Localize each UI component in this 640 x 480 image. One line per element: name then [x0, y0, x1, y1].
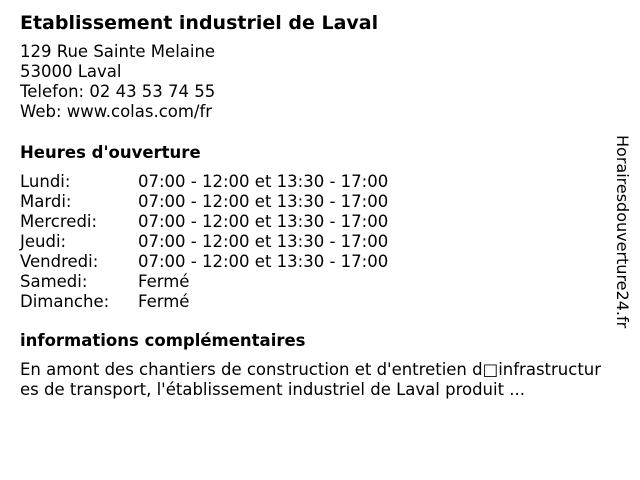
day-hours: 07:00 - 12:00 et 13:30 - 17:00: [138, 192, 389, 211]
phone-number: Telefon: 02 43 53 74 55: [20, 82, 216, 101]
address-block: [20, 42, 600, 122]
hours-row-sunday: [20, 292, 600, 312]
day-label: Dimanche:: [20, 292, 110, 311]
day-label: Samedi:: [20, 272, 88, 291]
hours-row-wednesday: [20, 212, 600, 232]
info-description: En amont des chantiers de construction et d'entretien d□infrastructures de transport, l'établissement industriel de Laval produit ...: [20, 360, 602, 399]
hours-row-monday: [20, 172, 600, 192]
website-link[interactable]: Web: www.colas.com/fr: [20, 102, 213, 121]
business-title: Etablissement industriel de Laval: [20, 12, 379, 34]
hours-row-tuesday: [20, 192, 600, 212]
day-label: Mercredi:: [20, 212, 98, 231]
watermark-text: Horairesdouverture24.fr: [613, 135, 632, 329]
day-hours: 07:00 - 12:00 et 13:30 - 17:00: [138, 232, 389, 251]
business-card: [20, 10, 600, 400]
day-label: Vendredi:: [20, 252, 99, 271]
street-address: 129 Rue Sainte Melaine: [20, 42, 216, 61]
day-hours: 07:00 - 12:00 et 13:30 - 17:00: [138, 172, 389, 191]
day-label: Jeudi:: [20, 232, 67, 251]
day-label: Lundi:: [20, 172, 71, 191]
hours-heading: Heures d'ouverture: [20, 143, 201, 162]
hours-row-thursday: [20, 232, 600, 252]
hours-row-saturday: [20, 272, 600, 292]
day-hours: 07:00 - 12:00 et 13:30 - 17:00: [138, 212, 389, 231]
day-label: Mardi:: [20, 192, 72, 211]
info-heading: informations complémentaires: [20, 331, 306, 350]
opening-hours-table: [20, 172, 600, 312]
hours-row-friday: [20, 252, 600, 272]
day-hours: Fermé: [138, 272, 190, 291]
day-hours: 07:00 - 12:00 et 13:30 - 17:00: [138, 252, 389, 271]
day-hours: Fermé: [138, 292, 190, 311]
city-address: 53000 Laval: [20, 62, 122, 81]
